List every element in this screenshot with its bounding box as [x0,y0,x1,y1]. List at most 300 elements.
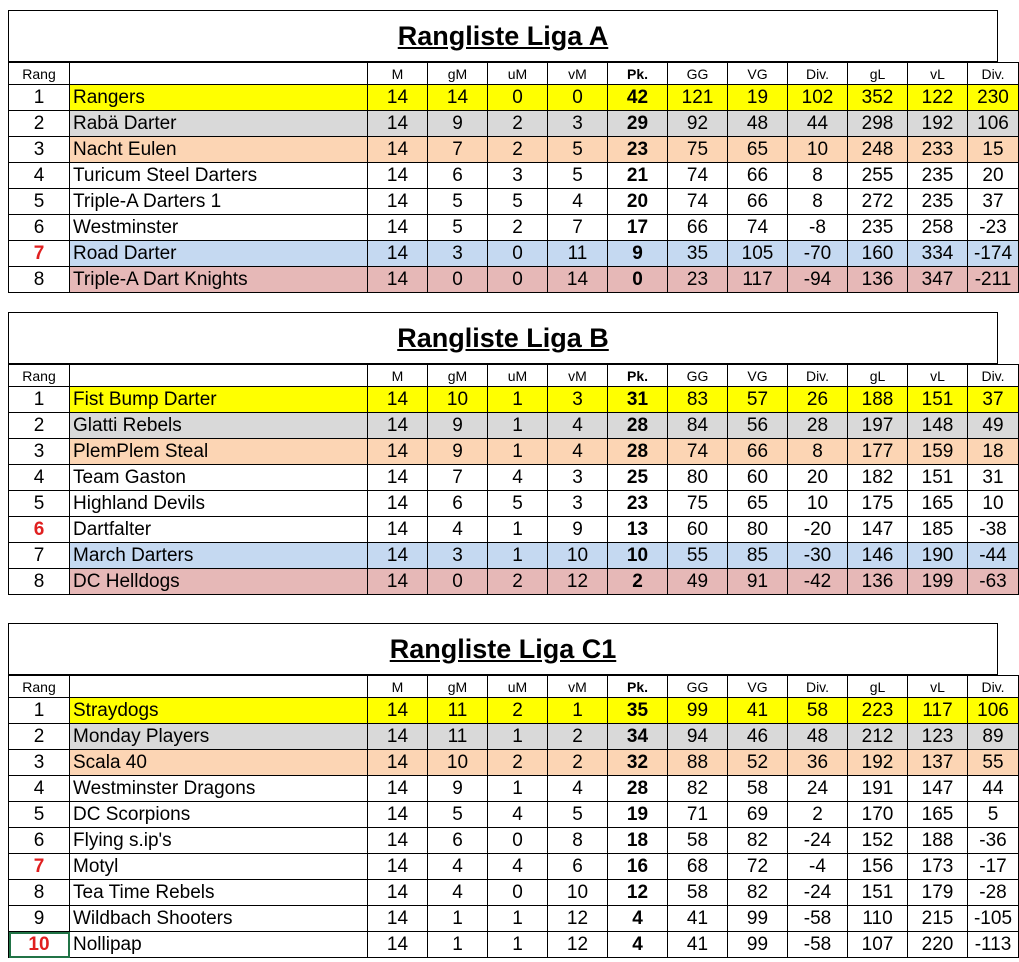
vl-cell[interactable]: 215 [908,906,968,932]
lost-cell[interactable]: 3 [548,465,608,491]
team-cell[interactable]: Motyl [70,854,368,880]
team-cell[interactable]: PlemPlem Steal [70,439,368,465]
vg-cell[interactable]: 80 [728,517,788,543]
column-header[interactable]: VG [728,63,788,85]
matches-cell[interactable]: 14 [368,880,428,906]
rank-cell[interactable]: 6 [9,215,70,241]
rank-cell[interactable]: 4 [9,776,70,802]
points-cell[interactable]: 16 [608,854,668,880]
diff1-cell[interactable]: -24 [788,880,848,906]
matches-cell[interactable]: 14 [368,906,428,932]
gl-cell[interactable]: 212 [848,724,908,750]
team-cell[interactable]: Highland Devils [70,491,368,517]
vg-cell[interactable]: 48 [728,111,788,137]
matches-cell[interactable]: 14 [368,413,428,439]
gg-cell[interactable]: 82 [668,776,728,802]
lost-cell[interactable]: 9 [548,517,608,543]
points-cell[interactable]: 28 [608,776,668,802]
vl-cell[interactable]: 123 [908,724,968,750]
column-header[interactable]: Pk. [608,676,668,698]
rank-cell[interactable]: 3 [9,750,70,776]
vg-cell[interactable]: 60 [728,465,788,491]
gl-cell[interactable]: 191 [848,776,908,802]
vg-cell[interactable]: 91 [728,569,788,595]
diff1-cell[interactable]: 8 [788,163,848,189]
lost-cell[interactable]: 1 [548,698,608,724]
rank-cell[interactable]: 1 [9,698,70,724]
vl-cell[interactable]: 159 [908,439,968,465]
rank-cell[interactable]: 9 [9,906,70,932]
diff2-cell[interactable]: -174 [968,241,1019,267]
column-header[interactable]: VG [728,365,788,387]
won-cell[interactable]: 7 [428,465,488,491]
won-cell[interactable]: 1 [428,906,488,932]
matches-cell[interactable]: 14 [368,750,428,776]
won-cell[interactable]: 7 [428,137,488,163]
points-cell[interactable]: 4 [608,932,668,958]
vg-cell[interactable]: 99 [728,906,788,932]
drawn-cell[interactable]: 1 [488,906,548,932]
league-title-cell[interactable] [8,312,998,364]
gg-cell[interactable]: 23 [668,267,728,293]
diff2-cell[interactable]: -211 [968,267,1019,293]
vg-cell[interactable]: 66 [728,439,788,465]
diff2-cell[interactable]: 37 [968,387,1019,413]
column-header[interactable]: vM [548,63,608,85]
gg-cell[interactable]: 60 [668,517,728,543]
matches-cell[interactable]: 14 [368,387,428,413]
matches-cell[interactable]: 14 [368,854,428,880]
column-header[interactable]: Rang [9,63,70,85]
lost-cell[interactable]: 11 [548,241,608,267]
diff1-cell[interactable]: 10 [788,491,848,517]
vl-cell[interactable]: 179 [908,880,968,906]
gl-cell[interactable]: 197 [848,413,908,439]
gl-cell[interactable]: 235 [848,215,908,241]
team-cell[interactable]: Monday Players [70,724,368,750]
lost-cell[interactable]: 4 [548,776,608,802]
lost-cell[interactable]: 10 [548,543,608,569]
points-cell[interactable]: 35 [608,698,668,724]
lost-cell[interactable]: 4 [548,439,608,465]
drawn-cell[interactable]: 0 [488,880,548,906]
gg-cell[interactable]: 83 [668,387,728,413]
lost-cell[interactable]: 7 [548,215,608,241]
rank-cell[interactable]: 6 [9,828,70,854]
gl-cell[interactable]: 146 [848,543,908,569]
diff2-cell[interactable]: 44 [968,776,1019,802]
column-header[interactable]: gM [428,365,488,387]
won-cell[interactable]: 5 [428,215,488,241]
vl-cell[interactable]: 192 [908,111,968,137]
vl-cell[interactable]: 334 [908,241,968,267]
team-cell[interactable]: Dartfalter [70,517,368,543]
team-cell[interactable]: Fist Bump Darter [70,387,368,413]
rank-cell[interactable]: 10 [9,932,70,958]
rank-cell[interactable]: 2 [9,413,70,439]
drawn-cell[interactable]: 1 [488,517,548,543]
matches-cell[interactable]: 14 [368,465,428,491]
matches-cell[interactable]: 14 [368,267,428,293]
matches-cell[interactable]: 14 [368,189,428,215]
lost-cell[interactable]: 2 [548,750,608,776]
diff1-cell[interactable]: 44 [788,111,848,137]
diff1-cell[interactable]: -8 [788,215,848,241]
column-header[interactable]: vM [548,365,608,387]
won-cell[interactable]: 11 [428,724,488,750]
points-cell[interactable]: 28 [608,413,668,439]
gl-cell[interactable]: 192 [848,750,908,776]
drawn-cell[interactable]: 0 [488,241,548,267]
diff2-cell[interactable]: 15 [968,137,1019,163]
team-cell[interactable]: Triple-A Darters 1 [70,189,368,215]
drawn-cell[interactable]: 4 [488,802,548,828]
vl-cell[interactable]: 151 [908,387,968,413]
column-header[interactable]: M [368,365,428,387]
diff2-cell[interactable]: 5 [968,802,1019,828]
won-cell[interactable]: 5 [428,802,488,828]
matches-cell[interactable]: 14 [368,569,428,595]
drawn-cell[interactable]: 1 [488,413,548,439]
points-cell[interactable]: 17 [608,215,668,241]
vg-cell[interactable]: 69 [728,802,788,828]
team-cell[interactable]: March Darters [70,543,368,569]
team-cell[interactable]: Straydogs [70,698,368,724]
diff1-cell[interactable]: -42 [788,569,848,595]
matches-cell[interactable]: 14 [368,932,428,958]
team-cell[interactable]: Team Gaston [70,465,368,491]
rank-cell[interactable]: 2 [9,724,70,750]
team-cell[interactable]: Turicum Steel Darters [70,163,368,189]
vg-cell[interactable]: 46 [728,724,788,750]
points-cell[interactable]: 4 [608,906,668,932]
won-cell[interactable]: 0 [428,569,488,595]
diff1-cell[interactable]: -24 [788,828,848,854]
points-cell[interactable]: 23 [608,491,668,517]
lost-cell[interactable]: 4 [548,189,608,215]
column-header[interactable]: vM [548,676,608,698]
points-cell[interactable]: 23 [608,137,668,163]
diff1-cell[interactable]: -58 [788,932,848,958]
vl-cell[interactable]: 147 [908,776,968,802]
points-cell[interactable]: 9 [608,241,668,267]
column-header[interactable]: M [368,676,428,698]
diff2-cell[interactable]: -113 [968,932,1019,958]
points-cell[interactable]: 19 [608,802,668,828]
drawn-cell[interactable]: 1 [488,439,548,465]
gl-cell[interactable]: 272 [848,189,908,215]
matches-cell[interactable]: 14 [368,543,428,569]
column-header[interactable]: uM [488,365,548,387]
gg-cell[interactable]: 41 [668,932,728,958]
diff1-cell[interactable]: 102 [788,85,848,111]
points-cell[interactable]: 0 [608,267,668,293]
column-header[interactable]: VG [728,676,788,698]
gg-cell[interactable]: 71 [668,802,728,828]
matches-cell[interactable]: 14 [368,163,428,189]
vg-cell[interactable]: 65 [728,491,788,517]
vg-cell[interactable]: 57 [728,387,788,413]
team-cell[interactable]: Road Darter [70,241,368,267]
vl-cell[interactable]: 117 [908,698,968,724]
points-cell[interactable]: 13 [608,517,668,543]
gl-cell[interactable]: 170 [848,802,908,828]
drawn-cell[interactable]: 4 [488,854,548,880]
column-header[interactable]: vL [908,63,968,85]
league-title-cell[interactable] [8,10,998,62]
column-header[interactable]: uM [488,676,548,698]
gl-cell[interactable]: 156 [848,854,908,880]
vl-cell[interactable]: 122 [908,85,968,111]
drawn-cell[interactable]: 3 [488,163,548,189]
drawn-cell[interactable]: 2 [488,750,548,776]
won-cell[interactable]: 9 [428,413,488,439]
vl-cell[interactable]: 165 [908,802,968,828]
column-header[interactable]: Rang [9,365,70,387]
won-cell[interactable]: 3 [428,241,488,267]
matches-cell[interactable]: 14 [368,111,428,137]
gl-cell[interactable]: 248 [848,137,908,163]
gg-cell[interactable]: 35 [668,241,728,267]
won-cell[interactable]: 11 [428,698,488,724]
diff1-cell[interactable]: 58 [788,698,848,724]
won-cell[interactable]: 14 [428,85,488,111]
lost-cell[interactable]: 3 [548,491,608,517]
drawn-cell[interactable]: 1 [488,724,548,750]
column-header[interactable]: GG [668,676,728,698]
diff2-cell[interactable]: -28 [968,880,1019,906]
vg-cell[interactable]: 105 [728,241,788,267]
matches-cell[interactable]: 14 [368,724,428,750]
gg-cell[interactable]: 80 [668,465,728,491]
rank-cell[interactable]: 5 [9,189,70,215]
diff2-cell[interactable]: 230 [968,85,1019,111]
rank-cell[interactable]: 5 [9,802,70,828]
won-cell[interactable]: 1 [428,932,488,958]
gl-cell[interactable]: 223 [848,698,908,724]
diff1-cell[interactable]: 28 [788,413,848,439]
diff2-cell[interactable]: -63 [968,569,1019,595]
points-cell[interactable]: 21 [608,163,668,189]
diff1-cell[interactable]: 10 [788,137,848,163]
won-cell[interactable]: 9 [428,776,488,802]
column-header[interactable]: gL [848,63,908,85]
gl-cell[interactable]: 182 [848,465,908,491]
vl-cell[interactable]: 185 [908,517,968,543]
column-header[interactable] [70,63,368,85]
matches-cell[interactable]: 14 [368,776,428,802]
team-cell[interactable]: Nollipap [70,932,368,958]
matches-cell[interactable]: 14 [368,828,428,854]
gl-cell[interactable]: 177 [848,439,908,465]
rank-cell[interactable]: 8 [9,880,70,906]
diff2-cell[interactable]: 20 [968,163,1019,189]
rank-cell[interactable]: 3 [9,439,70,465]
gg-cell[interactable]: 66 [668,215,728,241]
vg-cell[interactable]: 72 [728,854,788,880]
points-cell[interactable]: 12 [608,880,668,906]
vl-cell[interactable]: 188 [908,828,968,854]
vg-cell[interactable]: 66 [728,163,788,189]
diff2-cell[interactable]: -36 [968,828,1019,854]
rank-cell[interactable]: 1 [9,387,70,413]
gl-cell[interactable]: 160 [848,241,908,267]
column-header[interactable]: gL [848,365,908,387]
matches-cell[interactable]: 14 [368,517,428,543]
diff2-cell[interactable]: 18 [968,439,1019,465]
vg-cell[interactable]: 82 [728,828,788,854]
vl-cell[interactable]: 151 [908,465,968,491]
gg-cell[interactable]: 74 [668,439,728,465]
lost-cell[interactable]: 8 [548,828,608,854]
won-cell[interactable]: 6 [428,828,488,854]
team-cell[interactable]: Wildbach Shooters [70,906,368,932]
vg-cell[interactable]: 85 [728,543,788,569]
drawn-cell[interactable]: 2 [488,137,548,163]
column-header[interactable]: M [368,63,428,85]
matches-cell[interactable]: 14 [368,802,428,828]
diff1-cell[interactable]: 8 [788,439,848,465]
lost-cell[interactable]: 10 [548,880,608,906]
won-cell[interactable]: 9 [428,111,488,137]
points-cell[interactable]: 28 [608,439,668,465]
team-cell[interactable]: Rabä Darter [70,111,368,137]
vl-cell[interactable]: 190 [908,543,968,569]
vg-cell[interactable]: 41 [728,698,788,724]
points-cell[interactable]: 29 [608,111,668,137]
won-cell[interactable]: 5 [428,189,488,215]
diff2-cell[interactable]: 106 [968,698,1019,724]
gl-cell[interactable]: 175 [848,491,908,517]
drawn-cell[interactable]: 4 [488,465,548,491]
points-cell[interactable]: 25 [608,465,668,491]
rank-cell[interactable]: 7 [9,241,70,267]
gl-cell[interactable]: 136 [848,569,908,595]
matches-cell[interactable]: 14 [368,215,428,241]
column-header[interactable]: gM [428,63,488,85]
diff1-cell[interactable]: 2 [788,802,848,828]
column-header[interactable]: Div. [788,676,848,698]
gg-cell[interactable]: 68 [668,854,728,880]
vl-cell[interactable]: 173 [908,854,968,880]
lost-cell[interactable]: 3 [548,387,608,413]
team-cell[interactable]: Scala 40 [70,750,368,776]
team-cell[interactable]: Westminster [70,215,368,241]
diff2-cell[interactable]: 37 [968,189,1019,215]
diff2-cell[interactable]: 31 [968,465,1019,491]
diff1-cell[interactable]: -20 [788,517,848,543]
rank-cell[interactable]: 6 [9,517,70,543]
won-cell[interactable]: 3 [428,543,488,569]
diff1-cell[interactable]: -70 [788,241,848,267]
vg-cell[interactable]: 52 [728,750,788,776]
won-cell[interactable]: 10 [428,750,488,776]
gg-cell[interactable]: 99 [668,698,728,724]
gg-cell[interactable]: 49 [668,569,728,595]
diff2-cell[interactable]: -23 [968,215,1019,241]
vl-cell[interactable]: 347 [908,267,968,293]
diff2-cell[interactable]: 106 [968,111,1019,137]
vl-cell[interactable]: 235 [908,189,968,215]
lost-cell[interactable]: 3 [548,111,608,137]
team-cell[interactable]: DC Scorpions [70,802,368,828]
drawn-cell[interactable]: 1 [488,932,548,958]
vl-cell[interactable]: 258 [908,215,968,241]
rank-cell[interactable]: 3 [9,137,70,163]
vg-cell[interactable]: 66 [728,189,788,215]
diff2-cell[interactable]: -38 [968,517,1019,543]
column-header[interactable]: gL [848,676,908,698]
gl-cell[interactable]: 136 [848,267,908,293]
vl-cell[interactable]: 165 [908,491,968,517]
points-cell[interactable]: 2 [608,569,668,595]
vg-cell[interactable]: 99 [728,932,788,958]
points-cell[interactable]: 42 [608,85,668,111]
drawn-cell[interactable]: 2 [488,215,548,241]
gl-cell[interactable]: 110 [848,906,908,932]
drawn-cell[interactable]: 2 [488,698,548,724]
vg-cell[interactable]: 117 [728,267,788,293]
lost-cell[interactable]: 2 [548,724,608,750]
lost-cell[interactable]: 12 [548,906,608,932]
won-cell[interactable]: 4 [428,854,488,880]
vg-cell[interactable]: 58 [728,776,788,802]
league-title-cell[interactable] [8,623,998,675]
column-header[interactable]: GG [668,365,728,387]
team-cell[interactable]: Rangers [70,85,368,111]
rank-cell[interactable]: 7 [9,543,70,569]
vg-cell[interactable]: 82 [728,880,788,906]
gl-cell[interactable]: 298 [848,111,908,137]
gg-cell[interactable]: 74 [668,189,728,215]
vg-cell[interactable]: 56 [728,413,788,439]
lost-cell[interactable]: 14 [548,267,608,293]
matches-cell[interactable]: 14 [368,698,428,724]
won-cell[interactable]: 6 [428,163,488,189]
diff2-cell[interactable]: 55 [968,750,1019,776]
diff1-cell[interactable]: -4 [788,854,848,880]
column-header[interactable]: Div. [788,63,848,85]
diff1-cell[interactable]: 48 [788,724,848,750]
won-cell[interactable]: 9 [428,439,488,465]
gg-cell[interactable]: 92 [668,111,728,137]
lost-cell[interactable]: 5 [548,163,608,189]
column-header[interactable]: uM [488,63,548,85]
won-cell[interactable]: 10 [428,387,488,413]
points-cell[interactable]: 34 [608,724,668,750]
gg-cell[interactable]: 84 [668,413,728,439]
lost-cell[interactable]: 5 [548,802,608,828]
gg-cell[interactable]: 58 [668,828,728,854]
lost-cell[interactable]: 12 [548,569,608,595]
diff1-cell[interactable]: 20 [788,465,848,491]
vl-cell[interactable]: 148 [908,413,968,439]
team-cell[interactable]: Tea Time Rebels [70,880,368,906]
lost-cell[interactable]: 6 [548,854,608,880]
points-cell[interactable]: 32 [608,750,668,776]
gg-cell[interactable]: 74 [668,163,728,189]
diff1-cell[interactable]: -94 [788,267,848,293]
drawn-cell[interactable]: 0 [488,267,548,293]
column-header[interactable]: gM [428,676,488,698]
vg-cell[interactable]: 74 [728,215,788,241]
team-cell[interactable]: Westminster Dragons [70,776,368,802]
won-cell[interactable]: 4 [428,880,488,906]
points-cell[interactable]: 20 [608,189,668,215]
gg-cell[interactable]: 121 [668,85,728,111]
won-cell[interactable]: 6 [428,491,488,517]
diff1-cell[interactable]: 24 [788,776,848,802]
